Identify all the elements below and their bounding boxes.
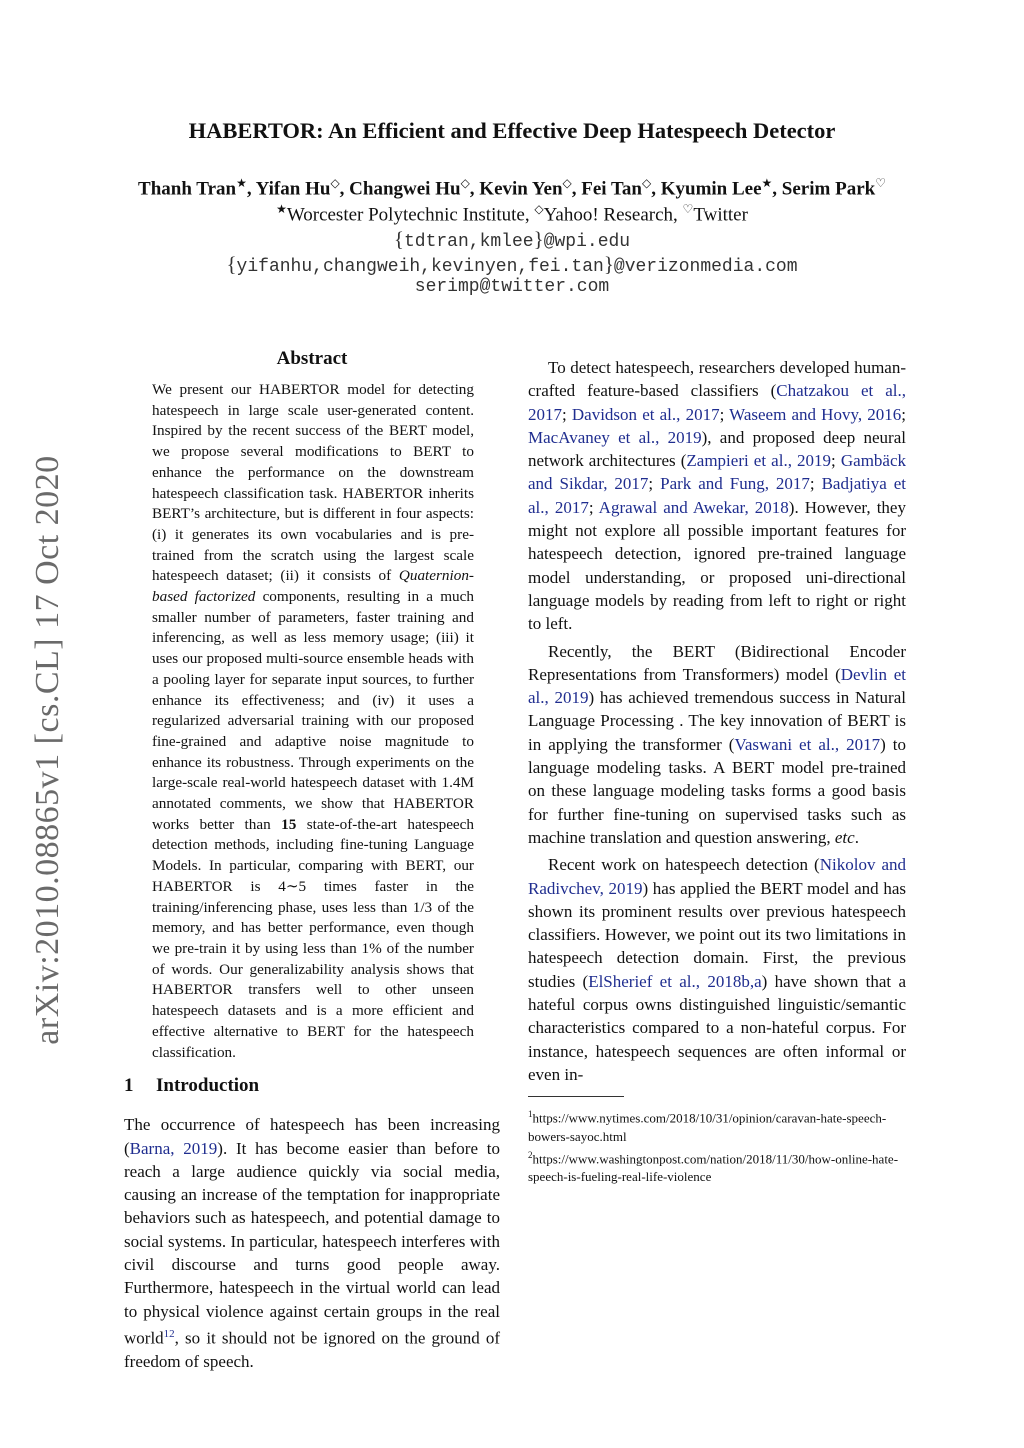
author-mark: ◇: [641, 176, 652, 190]
citation-link[interactable]: Badjatiya et al., 2017: [528, 474, 906, 517]
author-name: Kevin Yen: [479, 178, 563, 200]
author-list: Thanh Tran★, Yifan Hu◇, Changwei Hu◇, Kevin Yen◇, Fei Tan◇, Kyumin Lee★, Serim Park♡: [138, 176, 886, 200]
citation-link[interactable]: MacAvaney et al., 2019: [528, 427, 702, 447]
author-mark: ★: [236, 176, 247, 190]
author-mark: ◇: [562, 176, 572, 190]
email-users: tdtran,kmlee: [403, 232, 534, 252]
citation-link[interactable]: Gambäck and Sikdar, 2017: [528, 451, 907, 494]
email-domain: @wpi.edu: [543, 232, 631, 252]
citation-link[interactable]: ElSherief et al., 2018b,a: [588, 971, 762, 991]
abstract-text: We present our HABERTOR model for detecting hatespeech in large scale user-generated content. Inspired by the recent success of the BERT model, we propose several modifications to BERT to enhance the performance on the downstream hatespeech classification task. HABERTOR inherits BERT’s architecture, but is different in four aspects: (i) it generates its own vocabularies and is pre-trained from the scratch using the largest scale hatespeech dataset; (ii) it consists of Quaternion-based factorized components, resulting in a much smaller number of parameters, faster training and inferencing, as well as less memory usage; (iii) it uses our proposed multi-source ensemble heads with a pooling layer for separate input sources, to further enhance its effectiveness; and (iv) it uses a regularized adversarial training with our proposed fine-grained and adaptive noise magnitude to enhance its robustness. Through experiments on the large-scale real-world hatespeech dataset with 1.4M annotated comments, we show that HABERTOR works better than 15 state-of-the-art hatespeech detection methods, including fine-tuning Language Models. In particular, comparing with BERT, our HABERTOR is 4∼5 times faster in the training/inferencing phase, uses less than 1/3 of the memory, and has better performance, even though we pre-train it by using less than 1% of the number of words. Our generalizability analysis shows that HABERTOR transfers well to other unseen hatespeech datasets and is a more efficient and effective alternative to BERT for the hatespeech classification.: [152, 381, 475, 1061]
paper-title: HABERTOR: An Efficient and Effective Deep Hatespeech Detector: [188, 118, 836, 143]
author-mark: ♡: [875, 176, 886, 190]
citation-link[interactable]: Chatzakou et al., 2017: [528, 381, 906, 424]
intro-paragraph-3: Recently, the BERT (Bidirectional Encoder Representations from Transformers) model (Devlin et al., 2019) has achieved tremendous success in Natural Language Processing . The key innovation of BERT is in applying the transformer (Vaswani et al., 2017) to language modeling tasks. A BERT model pre-trained on these language modeling tasks forms a good basis for further fine-tuning on supervised tasks such as machine translation and question answering, etc.: [528, 641, 906, 847]
footnote-1: $^1$https://www.nytimes.com/2018/10/31/opinion/caravan-hate-speech-bowers-sayoc.html: [528, 1109, 887, 1144]
author-name: Thanh Tran: [138, 178, 237, 200]
affiliation-line: ★Worcester Polytechnic Institute, ◇Yahoo! Research, ♡Twitter: [276, 202, 748, 226]
footnote-url[interactable]: https://www.washingtonpost.com/nation/2018/11/30/how-online-hate-speech-is-fueling-real-life-violence: [528, 1150, 899, 1184]
affiliation-mark: ★: [276, 202, 287, 216]
arxiv-sidebar-stamp: [30, 450, 66, 1050]
footnote-divider: [528, 1096, 624, 1097]
author-name: Kyumin Lee: [660, 178, 762, 200]
email-users: yifanhu,changweih,kevinyen,fei.tan: [236, 257, 604, 277]
email-line-verizon: {yifanhu,changweih,kevinyen,fei.tan}@verizonmedia.com: [226, 252, 798, 277]
right-column: [528, 352, 906, 1186]
author-name: Changwei Hu: [349, 178, 461, 200]
citation-link[interactable]: Devlin et al., 2019: [528, 664, 906, 708]
footnote-url[interactable]: https://www.nytimes.com/2018/10/31/opinion/caravan-hate-speech-bowers-sayoc.html: [528, 1110, 887, 1144]
author-name: Fei Tan: [581, 178, 642, 200]
author-name: Yifan Hu: [255, 178, 331, 200]
citation-link[interactable]: Agrawal and Awekar, 2018: [598, 497, 789, 517]
citation-link[interactable]: Zampieri et al., 2019: [686, 451, 832, 471]
author-mark: ◇: [460, 176, 470, 190]
citation-link[interactable]: Nikolov and Radivchev, 2019: [528, 855, 906, 898]
email-domain: @verizonmedia.com: [613, 257, 798, 277]
affiliation-name: Twitter: [693, 204, 748, 226]
author-name: Serim Park: [781, 178, 876, 200]
affiliation-name: Worcester Polytechnic Institute: [286, 204, 525, 226]
author-mark: ◇: [330, 176, 340, 190]
section-heading-introduction: 1 Introduction: [124, 1075, 260, 1097]
email-line-wpi: {tdtran,kmlee}@wpi.edu: [393, 227, 631, 252]
author-mark: ★: [761, 176, 773, 190]
email-line-twitter: serimp@twitter.com: [414, 277, 610, 297]
intro-paragraph-4: Recent work on hatespeech detection (Nikolov and Radivchev, 2019) has applied the BERT model and has shown its prominent results over previous hatespeech classifiers. However, we point out its two limitations in hatespeech detection domain. First, the previous studies (ElSherief et al., 2018b,a) have shown that a hateful corpus owns distinguished linguistic/semantic characteristics compared to a non-hateful corpus. For instance, hatespeech sequences are often informal or even in-: [528, 855, 907, 1084]
footnote-2: $^2$https://www.washingtonpost.com/nation/2018/11/30/how-online-hate-speech-is-fueling-real-life-violence: [528, 1149, 899, 1184]
intro-paragraph-1: The occurrence of hatespeech has been increasing (Barna, 2019). It has become easier than before to reach a large audience quickly via social media, causing an increase of the temptation for inappropriate behaviors such as hatespeech, and potential damage to social systems. In particular, hatespeech interferes with civil discourse and turns good people away. Furthermore, hatespeech in the virtual world can lead to physical violence against certain groups in the real world$^{12}$, so it should not be ignored on the ground of freedom of speech.: [124, 1115, 500, 1371]
citation-link[interactable]: Waseem and Hovy, 2016: [729, 404, 902, 424]
citation-link[interactable]: Park and Fung, 2017: [660, 474, 810, 494]
abstract-heading: Abstract: [276, 348, 348, 369]
affiliation-mark: ◇: [534, 202, 544, 216]
arxiv-id-text: arXiv:2010.08865v1 [cs.CL] 17 Oct 2020: [29, 455, 66, 1045]
affiliation-mark: ♡: [682, 202, 694, 216]
footnote-ref[interactable]: 12: [163, 1327, 175, 1340]
citation-link[interactable]: Davidson et al., 2017: [571, 404, 720, 424]
affiliation-name: Yahoo! Research: [543, 204, 674, 226]
citation-link[interactable]: Barna, 2019: [129, 1138, 218, 1158]
citation-link[interactable]: Vaswani et al., 2017: [734, 734, 881, 754]
left-column: [124, 348, 500, 1373]
intro-paragraph-2: To detect hatespeech, researchers developed human-crafted feature-based classifiers (Chatzakou et al., 2017; Davidson et al., 2017; Waseem and Hovy, 2016; MacAvaney et al., 2019), and proposed deep neural network architectures (Zampieri et al., 2019; Gambäck and Sikdar, 2017; Park and Fung, 2017; Badjatiya et al., 2017; Agrawal and Awekar, 2018). However, they might not explore all possible important features for hatespeech detection, ignored pre-trained language model understanding, or proposed uni-directional language models by reading from left to right or right to left.: [528, 358, 907, 634]
